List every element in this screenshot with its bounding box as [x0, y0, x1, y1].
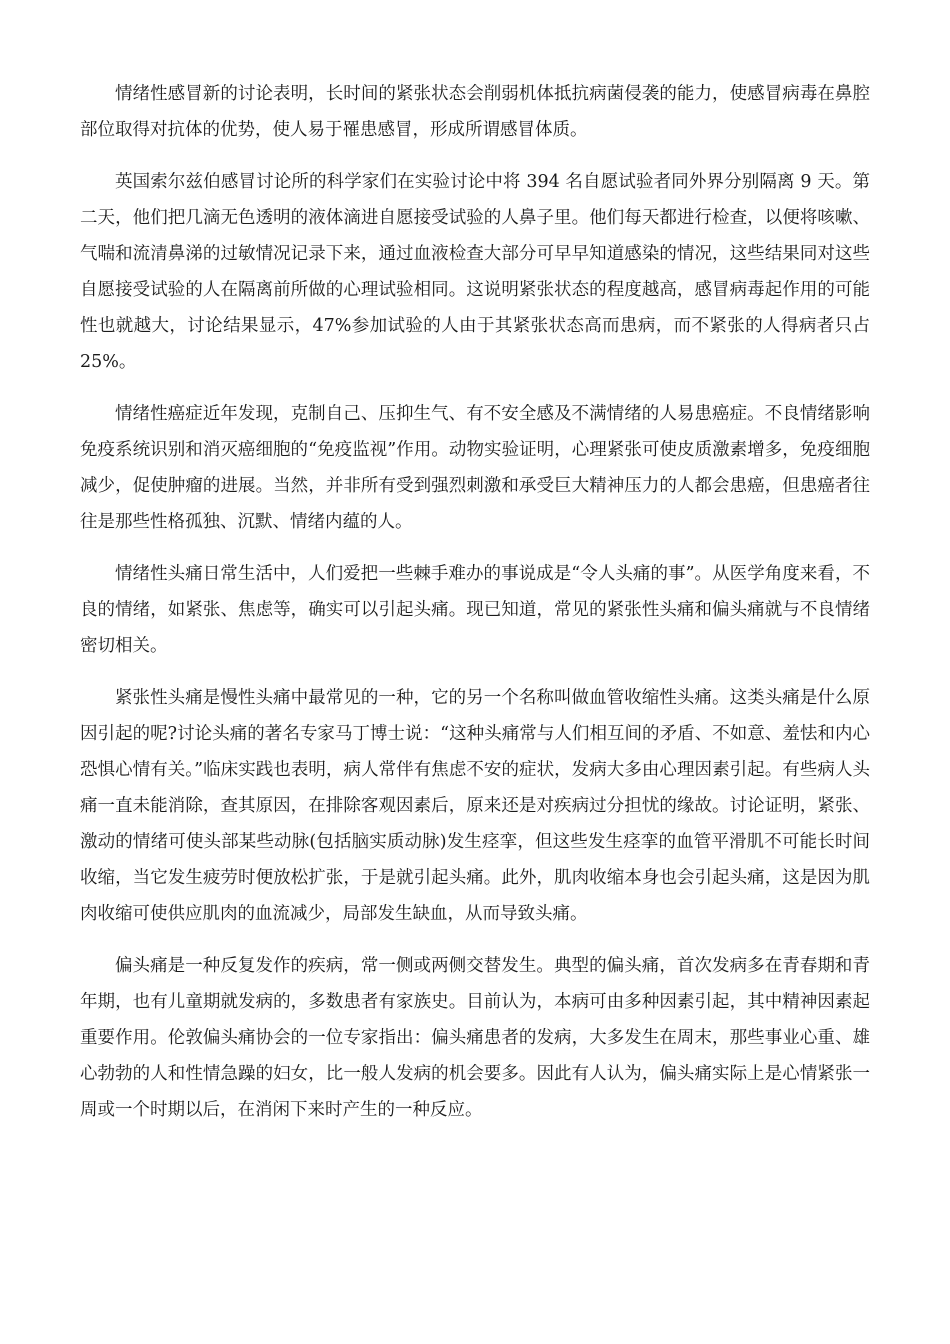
paragraph-tension-headache: 紧张性头痛是慢性头痛中最常见的一种，它的另一个名称叫做血管收缩性头痛。这类头痛是什么原因引起的呢?讨论头痛的著名专家马丁博士说：“这种头痛常与人们相互间的矛盾、不如意、羞怯和内心恐惧心情有关。”临床实践也表明，病人常伴有焦虑不安的症状，发病大多由心理因素引起。有些病人头痛一直未能消除，查其原因，在排除客观因素后，原来还是对疾病过分担忧的缘故。讨论证明，紧张、激动的情绪可使头部某些动脉(包括脑实质动脉)发生痉挛，但这些发生痉挛的血管平滑肌不可能长时间收缩，当它发生疲劳时便放松扩张，于是就引起头痛。此外，肌肉收缩本身也会引起头痛，这是因为肌肉收缩可使供应肌肉的血流减少，局部发生缺血，从而导致头痛。	[80, 688, 870, 924]
paragraph-salisbury-study: 英国索尔兹伯感冒讨论所的科学家们在实验讨论中将 394 名自愿试验者同外界分别隔离 9 天。第二天，他们把几滴无色透明的液体滴进自愿接受试验的人鼻子里。他们每天都进行检查，以便将咳嗽、气喘和流清鼻涕的过敏情况记录下来，通过血液检查大部分可早早知道感染的情况，这些结果同对这些自愿接受试验的人在隔离前所做的心理试验相同。这说明紧张状态的程度越高，感冒病毒起作用的可能性也就越大，讨论结果显示，47%参加试验的人由于其紧张状态高而患病，而不紧张的人得病者只占 25%。	[80, 172, 870, 372]
document-page	[80, 76, 870, 1144]
paragraph-cancer: 情绪性癌症近年发现，克制自己、压抑生气、有不安全感及不满情绪的人易患癌症。不良情绪影响免疫系统识别和消灭癌细胞的“免疫监视”作用。动物实验证明，心理紧张可使皮质激素增多，免疫细胞减少，促使肿瘤的进展。当然，并非所有受到强烈刺激和承受巨大精神压力的人都会患癌，但患癌者往往是那些性格孤独、沉默、情绪内蕴的人。	[80, 404, 870, 532]
paragraph-migraine: 偏头痛是一种反复发作的疾病，常一侧或两侧交替发生。典型的偏头痛，首次发病多在青春期和青年期，也有儿童期就发病的，多数患者有家族史。目前认为，本病可由多种因素引起，其中精神因素起重要作用。伦敦偏头痛协会的一位专家指出：偏头痛患者的发病，大多发生在周末，那些事业心重、雄心勃勃的人和性情急躁的妇女，比一般人发病的机会要多。因此有人认为，偏头痛实际上是心情紧张一周或一个时期以后，在消闲下来时产生的一种反应。	[80, 956, 870, 1120]
paragraph-cold: 情绪性感冒新的讨论表明，长时间的紧张状态会削弱机体抵抗病菌侵袭的能力，使感冒病毒在鼻腔部位取得对抗体的优势，使人易于罹患感冒，形成所谓感冒体质。	[80, 84, 870, 140]
paragraph-headache: 情绪性头痛日常生活中，人们爱把一些棘手难办的事说成是“令人头痛的事”。从医学角度来看，不良的情绪，如紧张、焦虑等，确实可以引起头痛。现已知道，常见的紧张性头痛和偏头痛就与不良情绪密切相关。	[80, 564, 870, 656]
